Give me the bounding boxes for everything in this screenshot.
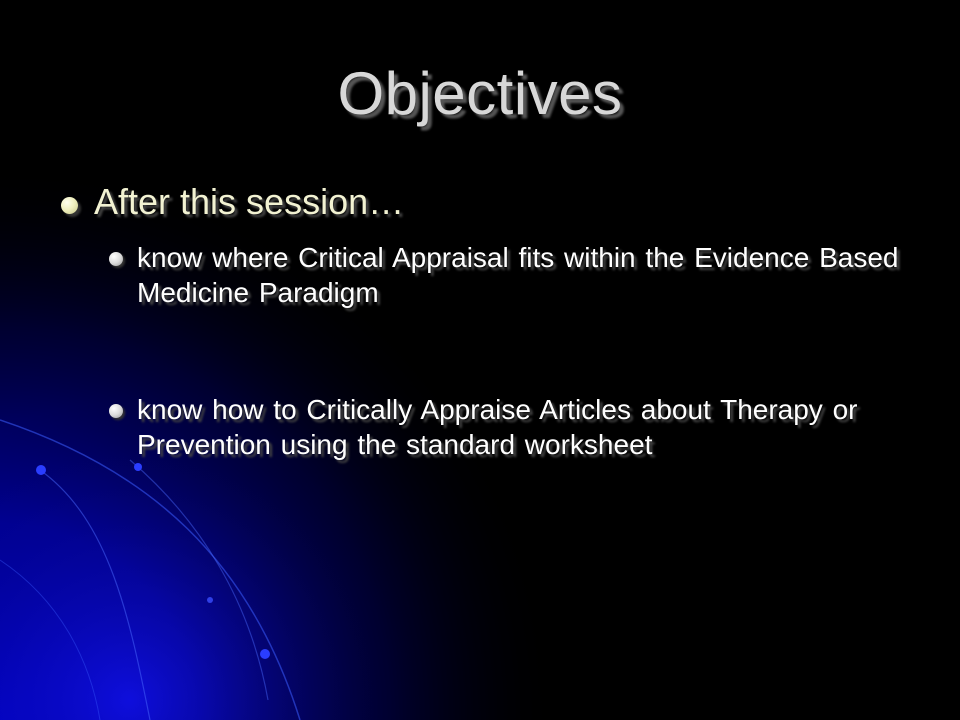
- sub-bullet-critical-appraisal-ebm: [104, 240, 924, 310]
- decorative-node-3: [260, 649, 270, 659]
- slide-title: Objectives: [337, 60, 623, 127]
- sub-bullet-appraise-therapy-articles: [104, 392, 924, 462]
- bullet-text: After this session…: [94, 181, 405, 222]
- sub-bullet-dot-icon: [109, 404, 123, 418]
- bullet-dot-icon: [61, 197, 78, 214]
- sub-bullet-text: know how to Critically Appraise Articles about Therapy or Prevention using the standard worksheet: [137, 394, 858, 460]
- decorative-node-2: [134, 463, 142, 471]
- decorative-node-4: [207, 597, 213, 603]
- sub-bullet-dot-icon: [109, 252, 123, 266]
- sub-bullet-text: know where Critical Appraisal fits within the Evidence Based Medicine Paradigm: [137, 242, 899, 308]
- decorative-node-1: [36, 465, 46, 475]
